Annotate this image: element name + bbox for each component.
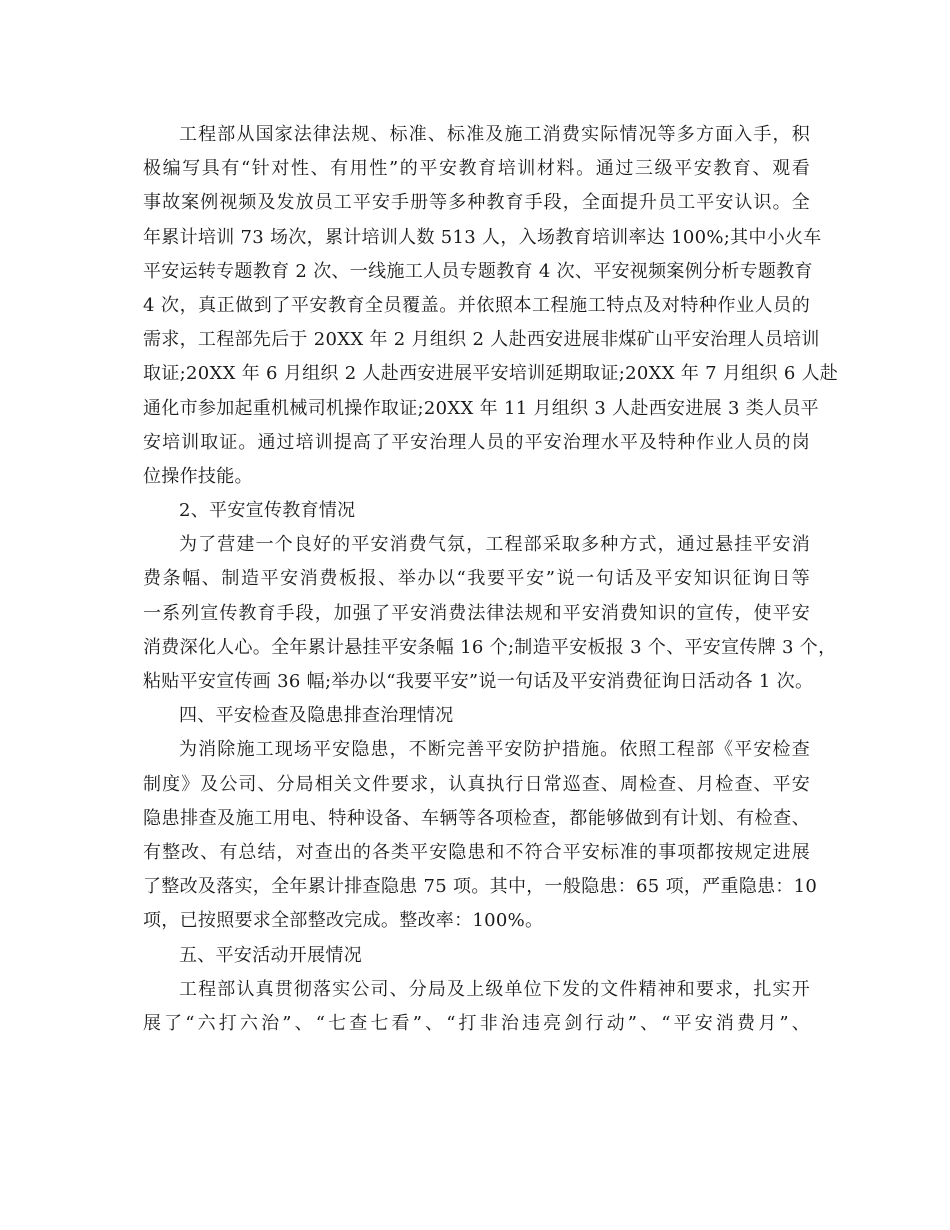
document-line: 有整改、有总结，对查出的各类平安隐患和不符合平安标准的事项都按规定进展 [143,841,810,863]
document-line: 为了营建一个良好的平安消费气氛，工程部采取多种方式，通过悬挂平安消 [179,534,810,556]
document-line: 2、平安宣传教育情况 [179,500,356,522]
document-line: 五、平安活动开展情况 [179,944,362,966]
document-line: 消费深化人心。全年累计悬挂平安条幅 16 个;制造平安板报 3 个、平安宣传牌 3 个， [143,636,837,658]
document-line: 粘贴平安宣传画 36 幅;举办以“我要平安”说一句话及平安消费征询日活动各 1 次。 [143,671,814,692]
document-line: 一系列宣传教育手段，加强了平安消费法律法规和平安消费知识的宣传，使平安 [143,602,810,624]
document-line: 年累计培训 73 场次，累计培训人数 513 人，入场教育培训率达 100%;其中小火车 [143,226,822,248]
document-line: 通化市参加起重机械司机操作取证;20XX 年 11 月组织 3 人赴西安进展 3 类人员平 [143,397,819,419]
document-line: 事故案例视频及发放员工平安手册等多种教育手段，全面提升员工平安认识。全 [143,192,810,214]
document-line: 极编写具有“针对性、有用性”的平安教育培训材料。通过三级平安教育、观看 [143,158,810,180]
document-line: 四、平安检查及隐患排查治理情况 [179,705,454,727]
document-line: 安培训取证。通过培训提高了平安治理人员的平安治理水平及特种作业人员的岗 [143,431,810,453]
document-line: 展了“六打六治”、“七查七看”、“打非治违亮剑行动”、“平安消费月”、 [143,1012,810,1034]
document-line: 取证;20XX 年 6 月组织 2 人赴西安进展平安培训延期取证;20XX 年 7 月组织 6 人赴 [143,363,839,385]
document-line: 需求，工程部先后于 20XX 年 2 月组织 2 人赴西安进展非煤矿山平安治理人员培训 [143,329,820,351]
document-line: 隐患排查及施工用电、特种设备、车辆等各项检查，都能够做到有计划、有检查、 [143,807,810,829]
document-line: 制度》及公司、分局相关文件要求，认真执行日常巡查、周检查、月检查、平安 [143,773,810,795]
document-line: 工程部从国家法律法规、标准、标准及施工消费实际情况等多方面入手，积 [179,124,810,145]
document-line: 工程部认真贯彻落实公司、分局及上级单位下发的文件精神和要求，扎实开 [179,978,810,1000]
document-line: 4 次，真正做到了平安教育全员覆盖。并依照本工程施工特点及对特种作业人员的 [143,294,810,316]
document-line: 了整改及落实，全年累计排查隐患 75 项。其中，一般隐患：65 项，严重隐患：10 [143,876,818,898]
document-line: 为消除施工现场平安隐患，不断完善平安防护措施。依照工程部《平安检查 [179,739,810,761]
document-line: 项，已按照要求全部整改完成。整改率：100%。 [143,910,544,932]
document-line: 费条幅、制造平安消费板报、举办以“我要平安”说一句话及平安知识征询日等 [143,568,810,590]
document-body [143,118,839,1041]
document-line: 平安运转专题教育 2 次、一线施工人员专题教育 4 次、平安视频案例分析专题教育 [143,260,813,282]
document-line: 位操作技能。 [143,465,253,487]
